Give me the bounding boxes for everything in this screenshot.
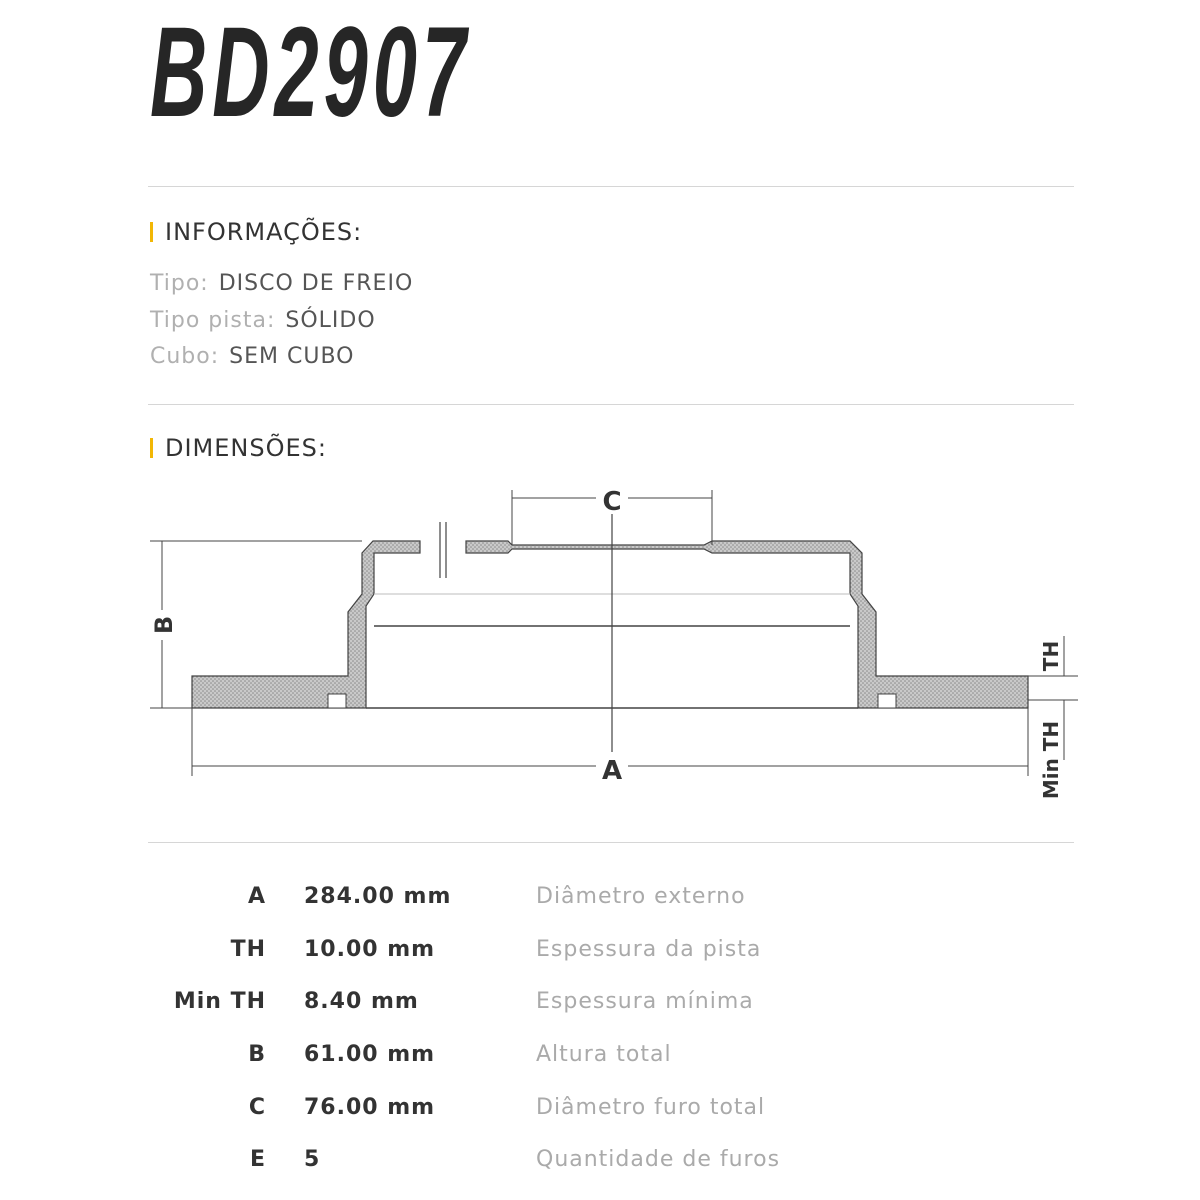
spec-description: Quantidade de furos [536,1147,781,1172]
divider-bottom [148,842,1074,843]
dim-label-min-th: Min TH [1039,720,1063,800]
info-row-tipo [150,271,413,296]
dim-label-a: A [601,756,623,786]
divider-top [148,186,1074,187]
spec-description: Diâmetro externo [536,884,746,909]
spec-row-b [0,1042,1200,1082]
dimensions-heading [150,434,327,462]
spec-value: 8.40 mm [304,989,419,1014]
disc-notch [878,694,896,708]
brake-disc-diagram [0,470,1200,815]
spec-value: 10.00 mm [304,937,436,962]
info-row-cubo [150,344,354,369]
spec-description: Espessura mínima [536,989,754,1014]
spec-description: Altura total [536,1042,672,1067]
info-label: Cubo: [150,344,220,369]
spec-code: Min TH [173,989,266,1014]
dim-label-b: B [150,615,178,635]
dim-label-th: TH [1039,640,1063,672]
spec-row-a [0,884,1200,924]
spec-description: Diâmetro furo total [536,1095,766,1120]
spec-row-th [0,937,1200,977]
accent-bar [150,438,153,458]
spec-row-c [0,1095,1200,1135]
spec-description: Espessura da pista [536,937,762,962]
info-value: SEM CUBO [229,344,355,369]
info-label: Tipo pista: [150,308,276,333]
spec-value: 5 [304,1147,321,1172]
dimensions-heading-text: DIMENSÕES: [165,434,327,462]
spec-value: 61.00 mm [304,1042,436,1067]
spec-value: 284.00 mm [304,884,452,909]
info-value: SÓLIDO [285,308,376,333]
info-heading [150,218,362,246]
disc-section [466,541,1028,708]
info-value: DISCO DE FREIO [218,271,414,296]
info-row-tipo-pista [150,308,376,333]
spec-value: 76.00 mm [304,1095,436,1120]
spec-code: A [247,884,266,909]
spec-row-min-th [0,989,1200,1029]
spec-code: C [248,1095,266,1120]
info-heading-text: INFORMAÇÕES: [165,218,363,246]
disc-notch [328,694,346,708]
divider-middle [148,404,1074,405]
spec-row-e [0,1147,1200,1187]
disc-section [192,541,420,708]
spec-code: E [249,1147,266,1172]
info-label: Tipo: [150,271,209,296]
spec-code: B [248,1042,266,1067]
part-number-title: BD2907 [150,1,471,144]
accent-bar [150,222,153,242]
spec-code: TH [230,937,266,962]
dim-label-c: C [602,487,622,517]
